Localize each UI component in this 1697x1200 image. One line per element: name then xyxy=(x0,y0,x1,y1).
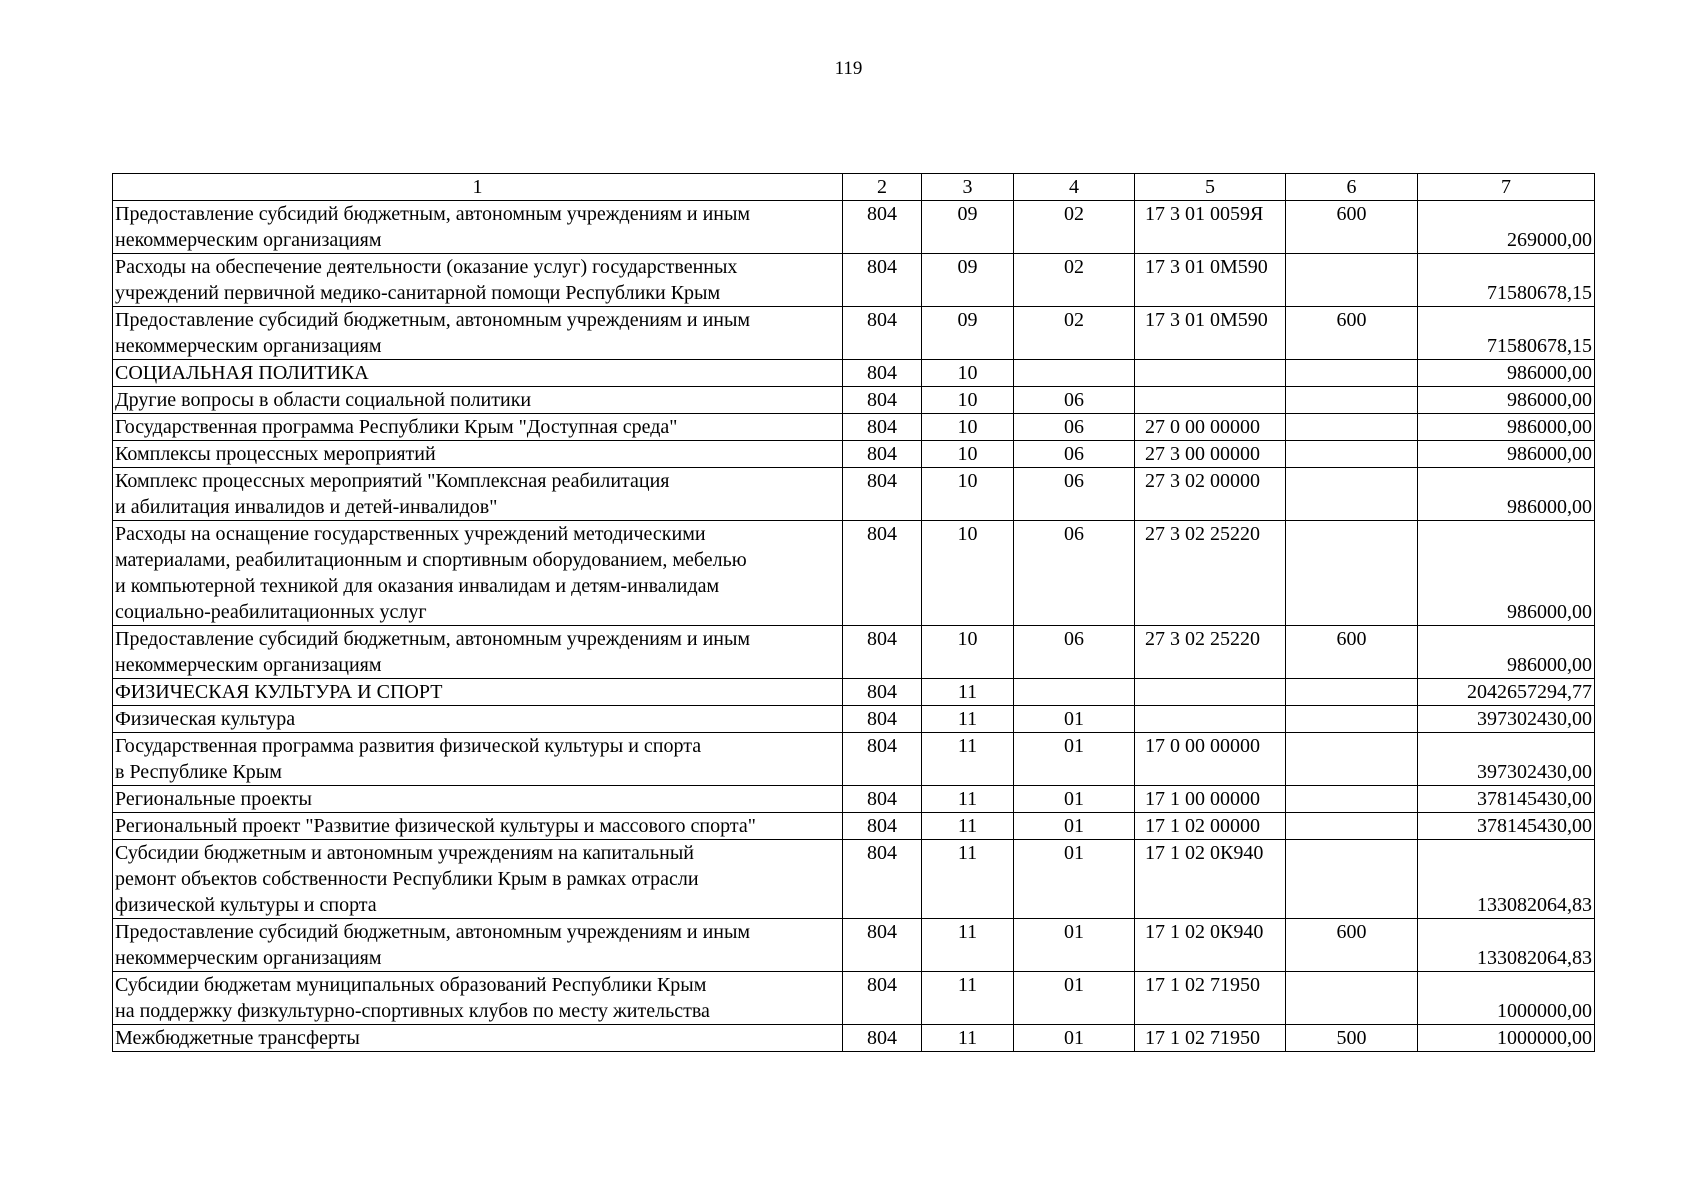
ministry-code-cell: 804 xyxy=(843,468,922,521)
amount-cell: 133082064,83 xyxy=(1418,840,1595,919)
ministry-code-cell: 804 xyxy=(843,679,922,706)
target-article-cell: 17 3 01 0М590 xyxy=(1135,307,1286,360)
row-name-line: и компьютерной техникой для оказания инвалидам и детям-инвалидам xyxy=(115,575,720,597)
row-name-line: Другие вопросы в области социальной политики xyxy=(115,389,532,411)
expense-type-cell: 600 xyxy=(1286,307,1418,360)
subsection-code-cell: 01 xyxy=(1014,813,1135,840)
section-code-cell: 11 xyxy=(922,919,1014,972)
row-name-cell xyxy=(113,813,843,840)
target-article-cell: 27 3 02 25220 xyxy=(1135,626,1286,679)
table-row xyxy=(113,626,1595,679)
row-name-cell xyxy=(113,972,843,1025)
target-article-cell xyxy=(1135,679,1286,706)
row-name-line: Предоставление субсидий бюджетным, автономным учреждениям и иным xyxy=(115,203,751,225)
table-row xyxy=(113,387,1595,414)
header-cell-1: 1 xyxy=(113,174,843,201)
subsection-code-cell: 02 xyxy=(1014,201,1135,254)
expense-type-cell xyxy=(1286,414,1418,441)
row-name-line: Физическая культура xyxy=(115,708,296,730)
expense-type-cell: 600 xyxy=(1286,626,1418,679)
subsection-code-cell: 06 xyxy=(1014,468,1135,521)
expense-type-cell xyxy=(1286,360,1418,387)
ministry-code-cell: 804 xyxy=(843,387,922,414)
amount-cell: 397302430,00 xyxy=(1418,733,1595,786)
header-cell-2: 2 xyxy=(843,174,922,201)
expense-type-cell xyxy=(1286,733,1418,786)
ministry-code-cell: 804 xyxy=(843,972,922,1025)
subsection-code-cell: 01 xyxy=(1014,706,1135,733)
amount-cell: 378145430,00 xyxy=(1418,813,1595,840)
section-code-cell: 11 xyxy=(922,813,1014,840)
row-name-line: ремонт объектов собственности Республики Крым в рамках отрасли xyxy=(115,868,699,890)
table-header-row xyxy=(113,174,1595,201)
section-code-cell: 11 xyxy=(922,840,1014,919)
table-row xyxy=(113,919,1595,972)
amount-cell: 133082064,83 xyxy=(1418,919,1595,972)
subsection-code-cell: 06 xyxy=(1014,521,1135,626)
amount-cell: 269000,00 xyxy=(1418,201,1595,254)
subsection-code-cell: 06 xyxy=(1014,626,1135,679)
row-name-cell xyxy=(113,201,843,254)
expense-type-cell xyxy=(1286,441,1418,468)
amount-cell: 986000,00 xyxy=(1418,521,1595,626)
expense-type-cell xyxy=(1286,972,1418,1025)
amount-cell: 397302430,00 xyxy=(1418,706,1595,733)
table-row xyxy=(113,414,1595,441)
page-number: 119 xyxy=(834,58,863,79)
subsection-code-cell: 06 xyxy=(1014,414,1135,441)
expense-type-cell xyxy=(1286,840,1418,919)
ministry-code-cell: 804 xyxy=(843,201,922,254)
target-article-cell: 17 3 01 0М590 xyxy=(1135,254,1286,307)
target-article-cell: 27 0 00 00000 xyxy=(1135,414,1286,441)
ministry-code-cell: 804 xyxy=(843,521,922,626)
subsection-code-cell: 01 xyxy=(1014,1025,1135,1052)
target-article-cell xyxy=(1135,360,1286,387)
row-name-cell xyxy=(113,679,843,706)
table-row xyxy=(113,441,1595,468)
row-name-line: Расходы на обеспечение деятельности (оказание услуг) государственных xyxy=(115,256,738,278)
expense-type-cell xyxy=(1286,468,1418,521)
amount-cell: 986000,00 xyxy=(1418,468,1595,521)
row-name-line: Расходы на оснащение государственных учреждений методическими xyxy=(115,523,706,545)
row-name-line: социально-реабилитационных услуг xyxy=(115,601,427,623)
row-name-cell xyxy=(113,521,843,626)
table-row xyxy=(113,679,1595,706)
row-name-line: Государственная программа развития физической культуры и спорта xyxy=(115,735,702,757)
row-name-line: Государственная программа Республики Крым "Доступная среда" xyxy=(115,416,678,438)
row-name-cell xyxy=(113,468,843,521)
table-row xyxy=(113,254,1595,307)
ministry-code-cell: 804 xyxy=(843,733,922,786)
row-name-cell xyxy=(113,360,843,387)
amount-cell: 1000000,00 xyxy=(1418,1025,1595,1052)
row-name-cell xyxy=(113,840,843,919)
header-cell-6: 6 xyxy=(1286,174,1418,201)
section-code-cell: 10 xyxy=(922,414,1014,441)
amount-cell: 71580678,15 xyxy=(1418,307,1595,360)
section-code-cell: 11 xyxy=(922,706,1014,733)
target-article-cell: 27 3 02 25220 xyxy=(1135,521,1286,626)
table-row xyxy=(113,1025,1595,1052)
section-code-cell: 10 xyxy=(922,441,1014,468)
table-row xyxy=(113,972,1595,1025)
amount-cell: 1000000,00 xyxy=(1418,972,1595,1025)
row-name-line: Комплексы процессных мероприятий xyxy=(115,443,436,465)
header-cell-7: 7 xyxy=(1418,174,1595,201)
row-name-line: некоммерческим организациям xyxy=(115,335,382,357)
subsection-code-cell: 02 xyxy=(1014,254,1135,307)
expense-type-cell xyxy=(1286,254,1418,307)
expense-type-cell: 600 xyxy=(1286,201,1418,254)
amount-cell: 986000,00 xyxy=(1418,626,1595,679)
table-row xyxy=(113,307,1595,360)
ministry-code-cell: 804 xyxy=(843,254,922,307)
row-name-cell xyxy=(113,387,843,414)
row-name-line: некоммерческим организациям xyxy=(115,229,382,251)
ministry-code-cell: 804 xyxy=(843,307,922,360)
section-code-cell: 10 xyxy=(922,521,1014,626)
row-name-cell xyxy=(113,919,843,972)
amount-cell: 986000,00 xyxy=(1418,414,1595,441)
budget-table xyxy=(112,173,1595,1052)
row-name-cell xyxy=(113,307,843,360)
table-row xyxy=(113,468,1595,521)
row-name-line: ФИЗИЧЕСКАЯ КУЛЬТУРА И СПОРТ xyxy=(115,681,443,703)
subsection-code-cell: 06 xyxy=(1014,387,1135,414)
row-name-line: Межбюджетные трансферты xyxy=(115,1027,360,1049)
section-code-cell: 11 xyxy=(922,972,1014,1025)
row-name-line: Региональные проекты xyxy=(115,788,312,810)
section-code-cell: 09 xyxy=(922,254,1014,307)
row-name-line: учреждений первичной медико-санитарной помощи Республики Крым xyxy=(115,282,721,304)
row-name-cell xyxy=(113,786,843,813)
target-article-cell: 17 1 02 71950 xyxy=(1135,972,1286,1025)
ministry-code-cell: 804 xyxy=(843,813,922,840)
row-name-cell xyxy=(113,1025,843,1052)
table-row xyxy=(113,840,1595,919)
section-code-cell: 11 xyxy=(922,679,1014,706)
row-name-line: Предоставление субсидий бюджетным, автономным учреждениям и иным xyxy=(115,921,751,943)
table-row xyxy=(113,706,1595,733)
row-name-cell xyxy=(113,441,843,468)
ministry-code-cell: 804 xyxy=(843,706,922,733)
row-name-cell xyxy=(113,626,843,679)
section-code-cell: 10 xyxy=(922,360,1014,387)
row-name-line: и абилитация инвалидов и детей-инвалидов" xyxy=(115,496,498,518)
row-name-cell xyxy=(113,706,843,733)
row-name-line: на поддержку физкультурно-спортивных клубов по месту жительства xyxy=(115,1000,710,1022)
expense-type-cell: 500 xyxy=(1286,1025,1418,1052)
target-article-cell: 17 0 00 00000 xyxy=(1135,733,1286,786)
row-name-line: физической культуры и спорта xyxy=(115,894,377,916)
subsection-code-cell: 01 xyxy=(1014,786,1135,813)
row-name-line: Предоставление субсидий бюджетным, автономным учреждениям и иным xyxy=(115,309,751,331)
ministry-code-cell: 804 xyxy=(843,919,922,972)
target-article-cell xyxy=(1135,387,1286,414)
ministry-code-cell: 804 xyxy=(843,1025,922,1052)
table-row xyxy=(113,733,1595,786)
ministry-code-cell: 804 xyxy=(843,626,922,679)
subsection-code-cell xyxy=(1014,679,1135,706)
target-article-cell: 17 3 01 0059Я xyxy=(1135,201,1286,254)
section-code-cell: 09 xyxy=(922,307,1014,360)
amount-cell: 378145430,00 xyxy=(1418,786,1595,813)
expense-type-cell: 600 xyxy=(1286,919,1418,972)
row-name-cell xyxy=(113,733,843,786)
section-code-cell: 11 xyxy=(922,1025,1014,1052)
amount-cell: 986000,00 xyxy=(1418,360,1595,387)
subsection-code-cell: 06 xyxy=(1014,441,1135,468)
expense-type-cell xyxy=(1286,813,1418,840)
row-name-cell xyxy=(113,254,843,307)
target-article-cell: 27 3 02 00000 xyxy=(1135,468,1286,521)
row-name-line: Региональный проект "Развитие физической культуры и массового спорта" xyxy=(115,815,756,837)
amount-cell: 986000,00 xyxy=(1418,387,1595,414)
section-code-cell: 10 xyxy=(922,387,1014,414)
table-body xyxy=(113,174,1595,1052)
target-article-cell: 17 1 02 0К940 xyxy=(1135,840,1286,919)
table-row xyxy=(113,521,1595,626)
subsection-code-cell: 01 xyxy=(1014,733,1135,786)
header-cell-5: 5 xyxy=(1135,174,1286,201)
expense-type-cell xyxy=(1286,786,1418,813)
section-code-cell: 10 xyxy=(922,626,1014,679)
header-cell-3: 3 xyxy=(922,174,1014,201)
target-article-cell: 27 3 00 00000 xyxy=(1135,441,1286,468)
amount-cell: 71580678,15 xyxy=(1418,254,1595,307)
row-name-line: некоммерческим организациям xyxy=(115,947,382,969)
section-code-cell: 09 xyxy=(922,201,1014,254)
ministry-code-cell: 804 xyxy=(843,840,922,919)
row-name-line: некоммерческим организациям xyxy=(115,654,382,676)
row-name-line: Комплекс процессных мероприятий "Комплексная реабилитация xyxy=(115,470,670,492)
subsection-code-cell: 02 xyxy=(1014,307,1135,360)
row-name-line: Субсидии бюджетам муниципальных образований Республики Крым xyxy=(115,974,707,996)
row-name-line: СОЦИАЛЬНАЯ ПОЛИТИКА xyxy=(115,362,369,384)
ministry-code-cell: 804 xyxy=(843,786,922,813)
subsection-code-cell xyxy=(1014,360,1135,387)
target-article-cell: 17 1 02 0К940 xyxy=(1135,919,1286,972)
amount-cell: 2042657294,77 xyxy=(1418,679,1595,706)
section-code-cell: 11 xyxy=(922,733,1014,786)
row-name-line: Предоставление субсидий бюджетным, автономным учреждениям и иным xyxy=(115,628,751,650)
amount-cell: 986000,00 xyxy=(1418,441,1595,468)
target-article-cell xyxy=(1135,706,1286,733)
subsection-code-cell: 01 xyxy=(1014,840,1135,919)
expense-type-cell xyxy=(1286,521,1418,626)
row-name-line: Субсидии бюджетным и автономным учреждениям на капитальный xyxy=(115,842,695,864)
expense-type-cell xyxy=(1286,387,1418,414)
ministry-code-cell: 804 xyxy=(843,441,922,468)
row-name-cell xyxy=(113,414,843,441)
row-name-line: в Республике Крым xyxy=(115,761,282,783)
subsection-code-cell: 01 xyxy=(1014,972,1135,1025)
target-article-cell: 17 1 02 71950 xyxy=(1135,1025,1286,1052)
table-row xyxy=(113,786,1595,813)
target-article-cell: 17 1 02 00000 xyxy=(1135,813,1286,840)
table-row xyxy=(113,201,1595,254)
header-cell-4: 4 xyxy=(1014,174,1135,201)
ministry-code-cell: 804 xyxy=(843,414,922,441)
subsection-code-cell: 01 xyxy=(1014,919,1135,972)
ministry-code-cell: 804 xyxy=(843,360,922,387)
row-name-line: материалами, реабилитационным и спортивным оборудованием, мебелью xyxy=(115,549,747,571)
target-article-cell: 17 1 00 00000 xyxy=(1135,786,1286,813)
table-row xyxy=(113,813,1595,840)
expense-type-cell xyxy=(1286,706,1418,733)
section-code-cell: 10 xyxy=(922,468,1014,521)
expense-type-cell xyxy=(1286,679,1418,706)
section-code-cell: 11 xyxy=(922,786,1014,813)
table-row xyxy=(113,360,1595,387)
